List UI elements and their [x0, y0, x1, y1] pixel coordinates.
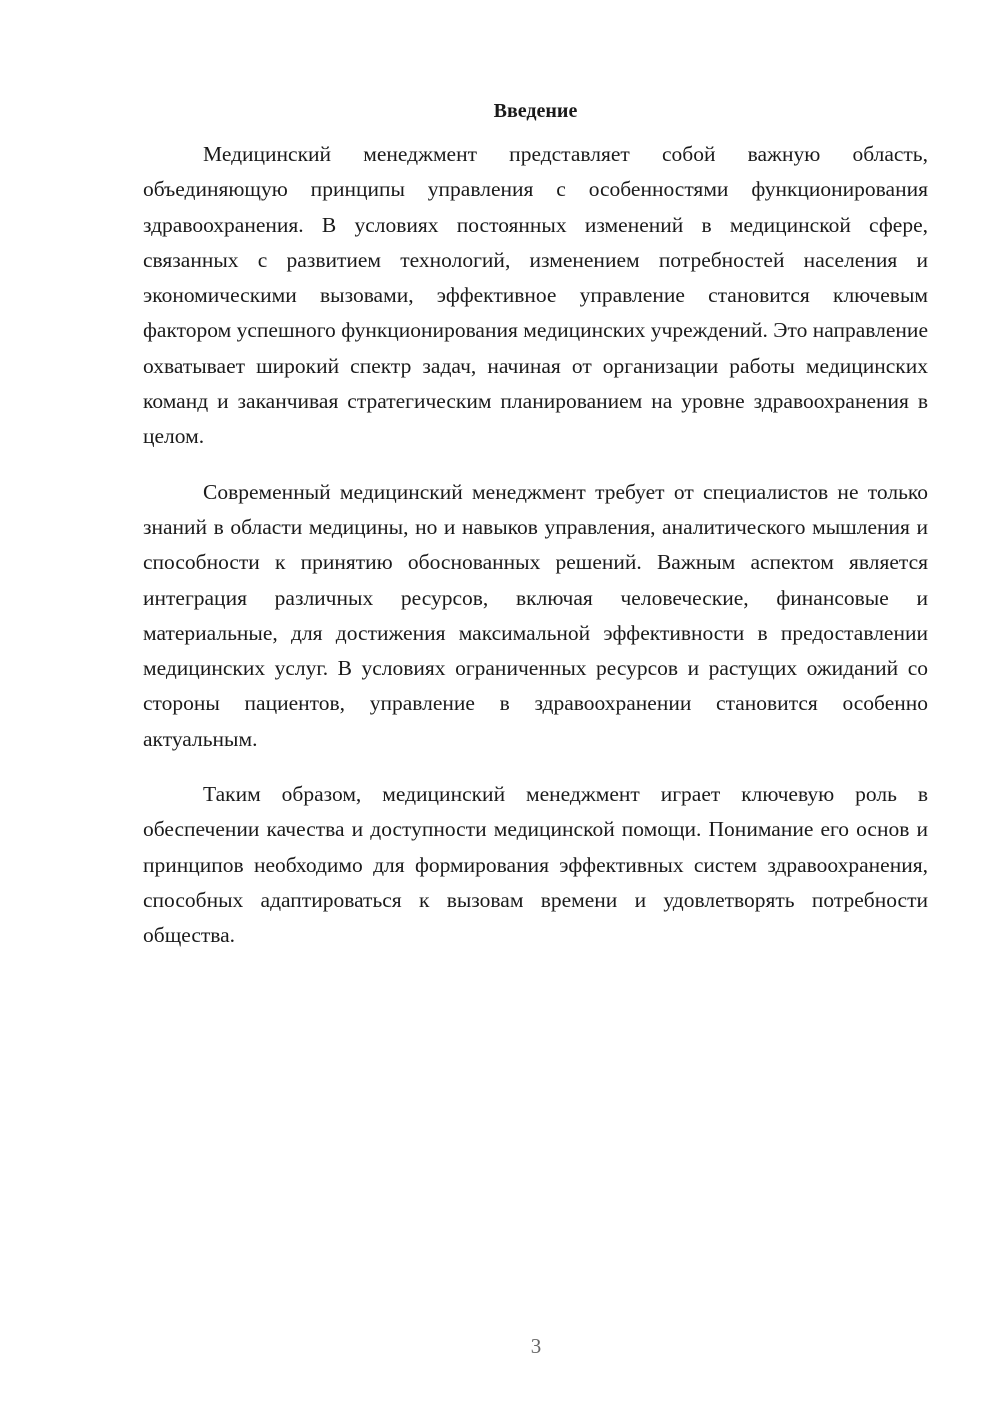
paragraph-2: Современный медицинский менеджмент требует от специалистов не только знаний в области медицины, но и навыков управления, аналитического мышления и способности к принятию обоснованных решений. Важным аспектом является интеграция различных ресурсов, включая человеческие, финансовые и материальные, для достижения максимальной эффективности в предоставлении медицинских услуг. В условиях ограниченных ресурсов и растущих ожиданий со стороны пациентов, управление в здравоохранении становится особенно актуальным. [143, 479, 928, 751]
paragraph-1: Медицинский менеджмент представляет собой важную область, объединяющую принципы управления с особенностями функционирования здравоохранения. В условиях постоянных изменений в медицинской сфере, связанных с развитием технологий, изменением потребностей населения и экономическими вызовами, эффективное управление становится ключевым фактором успешного функционирования медицинских учреждений. Это направление охватывает широкий спектр задач, начиная от организации работы медицинских команд и заканчивая стратегическим планированием на уровне здравоохранения в целом. [143, 142, 928, 449]
section-title: Введение [493, 100, 578, 122]
page-content [143, 97, 928, 974]
page-number: 3 [530, 1334, 542, 1358]
paragraph-3: Таким образом, медицинский менеджмент играет ключевую роль в обеспечении качества и доступности медицинской помощи. Понимание его основ и принципов необходимо для формирования эффективных систем здравоохранения, способных адаптироваться к вызовам времени и удовлетворять потребности общества. [143, 782, 928, 948]
